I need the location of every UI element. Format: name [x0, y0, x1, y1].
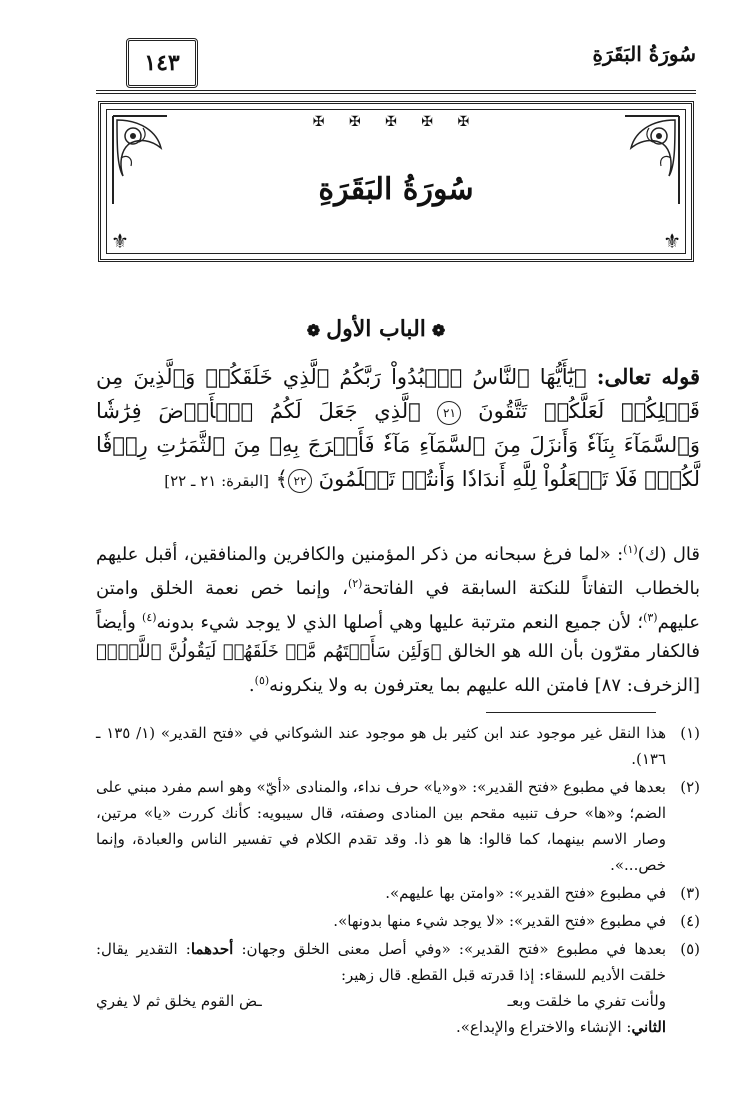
footnote-marker: (٢): [347, 577, 363, 590]
ayah-number-marker: ٢٢: [288, 469, 312, 493]
heading-ornament-icon: ❁: [306, 321, 321, 340]
footnote-number: (٥): [680, 940, 700, 958]
surah-title-frame: [98, 101, 694, 262]
verse-text-part-2: ٱلَّذِي جَعَلَ لَكُمُ ٱلۡأَرۡضَ فِرَٰشٗا وَٱلسَّمَآءَ بِنَآءٗ وَأَنزَلَ مِنَ ٱلسَّمَآءِ مَآءٗ فَأَخۡرَجَ بِهِۦ مِنَ ٱلثَّمَرَٰتِ رِزۡقٗا لَّكُمۡۖ فَلَا تَجۡعَلُواْ لِلَّهِ أَندَادٗا وَأَنتُمۡ تَعۡلَمُونَ: [96, 399, 700, 491]
footnote-text: هذا النقل غير موجود عند ابن كثير بل هو موجود عند الشوكاني في «فتح القدير» (١/ ١٣٥ ـ ١٣٦).: [96, 724, 667, 768]
footnote-item: [96, 908, 700, 934]
commentary-paragraph: [96, 535, 700, 700]
commentary-text: ؛ لأن جميع النعم مترتبة عليها وهي أصلها الذي لا يوجد شيء بدونه: [156, 612, 644, 633]
knot-ornament-icon: ⚜: [111, 229, 129, 253]
chapter-heading: [0, 316, 752, 342]
footnote-text: بعدها في مطبوع «فتح القدير»: «و«يا» حرف نداء، والمنادى «أيّ» وهو اسم مفرد مبني على الضم؛ و«ها» حرف تنبيه مقحم بين المنادى وصفته، قال سيبويه: كأنك كررت «يا» مرتين، وصار الاسم بينهما، كما قالوا: ها هو ذا. وقد تقدم الكلام في تفسير الناس والعبادة، وإنما خص...».: [96, 778, 666, 874]
footnotes: [96, 720, 700, 1042]
footnote-marker: (٣): [643, 611, 658, 624]
footnote-marker: (٥): [254, 674, 270, 687]
poem-hemistich: ولأنت تفري ما خلقت وبعـ: [507, 992, 666, 1010]
footnote-bold-term: الثاني: [631, 1018, 666, 1036]
footnote-bold-term: أحدهما: [190, 940, 234, 958]
footnote-number: (٢): [680, 778, 700, 796]
footnote-text: : التقدير يقال: خلقت الأديم للسقاء: إذا قدرته قبل القطع. قال زهير:: [96, 940, 666, 984]
heading-ornament-icon: ❁: [431, 321, 446, 340]
footnote-marker: (١): [623, 543, 638, 556]
footnote-text: بعدها في مطبوع «فتح القدير»: «وفي أصل معنى الخلق وجهان:: [233, 940, 666, 958]
poem-verse: [96, 988, 666, 1014]
ornament-dingbats: ✠ ✠ ✠ ✠ ✠: [312, 114, 480, 130]
footnote-text: في مطبوع «فتح القدير»: «وامتن بها عليهم».: [385, 884, 666, 902]
commentary-text: وأيضاً فالكفار مقرّون بأن الله هو الخالق ﴿وَلَئِن سَأَلۡتَهُم مَّنۡ خَلَقَهُمۡ لَيَقُولُنَّ ٱللَّهُۖ﴾ [الزخرف: ٨٧] فامتن الله عليهم بما يعترفون به ولا ينكرونه: [96, 612, 700, 696]
page-number: ١٤٣: [144, 50, 180, 76]
footnote-separator: [486, 712, 656, 713]
page-number-badge: [126, 38, 198, 88]
verse-intro: قوله تعالى:: [596, 364, 700, 389]
footnote-item: [96, 936, 700, 1040]
poem-hemistich: ـض القوم يخلق ثم لا يفري: [96, 992, 262, 1010]
commentary-text: : «لما فرغ سبحانه من ذكر المؤمنين والكافرين والمنافقين، أقبل عليهم بالخطاب التفاتاً للنكتة السابقة في الفاتحة: [96, 544, 700, 599]
footnote-item: [96, 720, 700, 772]
commentary-text: ، وإنما خص نعمة الخلق وامتن عليهم: [96, 578, 700, 633]
footnote-item: [96, 880, 700, 906]
ayah-number-marker: ٢١: [437, 401, 461, 425]
running-header: [96, 38, 696, 94]
footnote-number: (٤): [680, 912, 700, 930]
chapter-title: الباب الأول: [326, 316, 426, 342]
footnote-number: (٣): [680, 884, 700, 902]
knot-ornament-icon: ⚜: [663, 229, 681, 253]
running-surah-title: سُورَةُ البَقَرَةِ: [592, 42, 696, 66]
commentary-text: قال (ك): [637, 544, 700, 565]
verse-text-part-1: ﴿يَٰٓأَيُّهَا ٱلنَّاسُ ٱعۡبُدُواْ رَبَّكُمُ ٱلَّذِي خَلَقَكُمۡ وَٱلَّذِينَ مِن قَبۡلِكُمۡ لَعَلَّكُمۡ تَتَّقُونَ: [96, 365, 700, 423]
footnote-text: في مطبوع «فتح القدير»: «لا يوجد شيء منها بدونها».: [333, 912, 666, 930]
footnote-text: : الإنشاء والاختراع والإبداع».: [455, 1018, 632, 1036]
surah-title: سُورَةُ البَقَرَةِ: [318, 172, 474, 207]
verse-reference: [البقرة: ٢١ ـ ٢٢]: [164, 472, 269, 490]
verse-block: [96, 360, 700, 498]
footnote-item: [96, 774, 700, 878]
verse-closing-bracket: ﴾: [275, 467, 288, 491]
header-rule: [96, 90, 696, 94]
footnote-marker: (٤): [142, 611, 157, 624]
footnote-number: (١): [680, 724, 700, 742]
commentary-text: .: [248, 675, 255, 696]
